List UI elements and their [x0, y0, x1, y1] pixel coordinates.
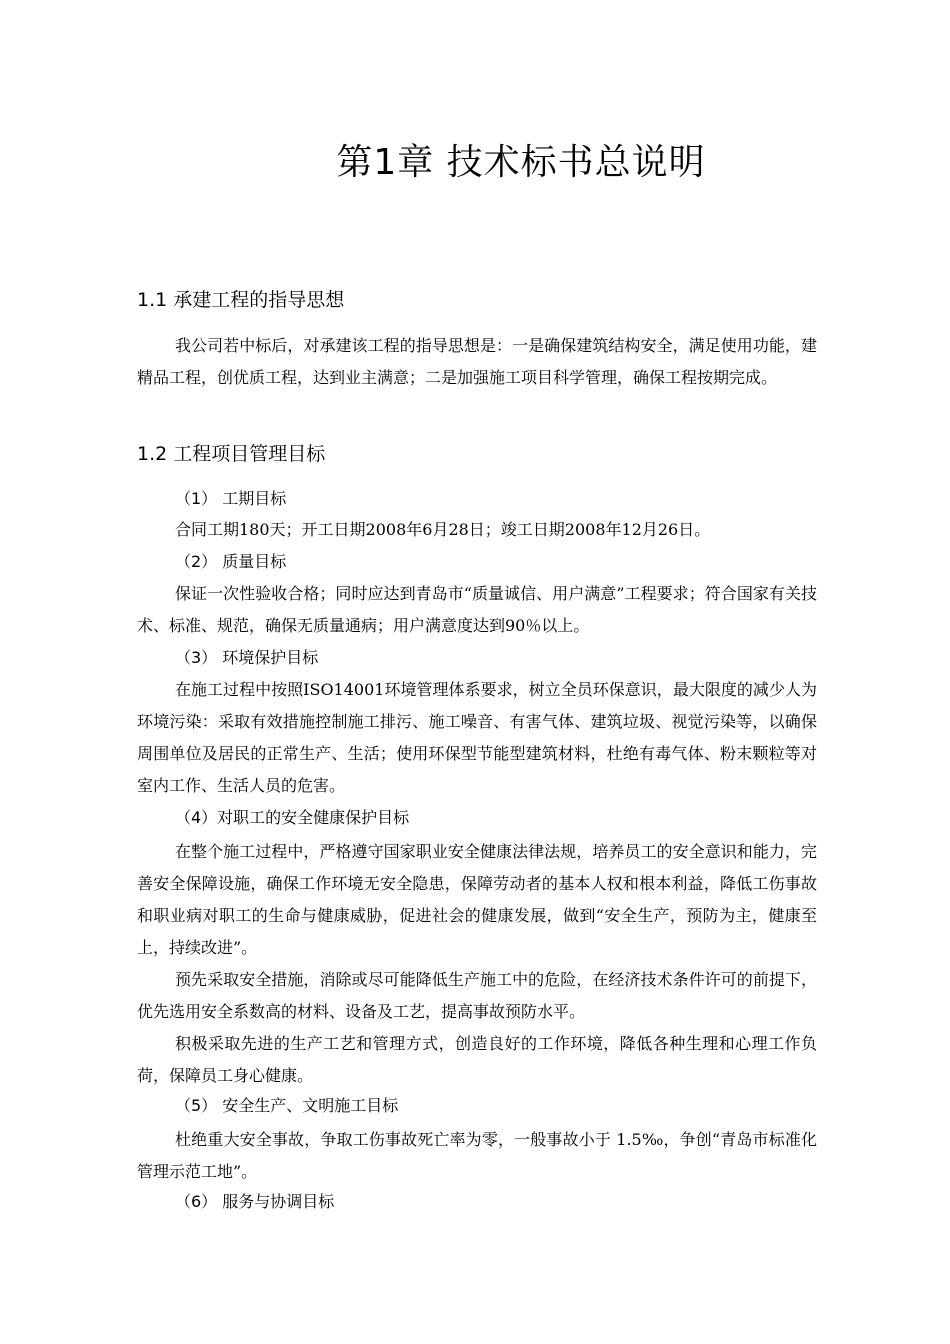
goal-4-paragraph-1: 在整个施工过程中，严格遵守国家职业安全健康法律法规，培养员工的安全意识和能力，完善安全保障设施，确保工作环境无安全隐患，保障劳动者的基本人权和根本利益，降低工伤事故和职业病对职工的生命与健康威胁，促进社会的健康发展，做到“安全生产，预防为主，健康至上，持续改进”。 — [137, 842, 817, 957]
section-heading-1-2: 1.2 工程项目管理目标 — [137, 443, 326, 465]
goal-4-paragraph-3: 积极采取先进的生产工艺和管理方式，创造良好的工作环境，降低各种生理和心理工作负荷，保障员工身心健康。 — [137, 1034, 817, 1085]
goal-1-paragraph: 合同工期180天；开工日期2008年6月28日；竣工日期2008年12月26日。 — [175, 520, 711, 539]
goal-4-paragraph-2: 预先采取安全措施，消除或尽可能降低生产施工中的危险，在经济技术条件许可的前提下，优先选用安全系数高的材料、设备及工艺，提高事故预防水平。 — [137, 970, 817, 1021]
goal-6-heading: （6） 服务与协调目标 — [175, 1192, 335, 1211]
goal-5-paragraph: 杜绝重大安全事故，争取工伤事故死亡率为零，一般事故小于 1.5‰，争创“青岛市标准化管理示范工地”。 — [137, 1130, 817, 1181]
section-heading-1-1: 1.1 承建工程的指导思想 — [137, 289, 345, 311]
goal-4-heading: （4）对职工的安全健康保护目标 — [175, 808, 410, 827]
goal-5-heading: （5） 安全生产、文明施工目标 — [175, 1096, 399, 1115]
goal-3-heading: （3） 环境保护目标 — [175, 648, 319, 667]
goal-2-paragraph: 保证一次性验收合格；同时应达到青岛市“质量诚信、用户满意”工程要求；符合国家有关技术、标准、规范，确保无质量通病；用户满意度达到90％以上。 — [137, 584, 817, 635]
section-1-1-paragraph: 我公司若中标后，对承建该工程的指导思想是：一是确保建筑结构安全，满足使用功能，建精品工程，创优质工程，达到业主满意；二是加强施工项目科学管理，确保工程按期完成。 — [137, 336, 817, 387]
goal-1-heading: （1） 工期目标 — [175, 489, 287, 508]
goal-2-heading: （2） 质量目标 — [175, 552, 287, 571]
chapter-title: 第1章 技术标书总说明 — [336, 142, 706, 183]
goal-3-paragraph: 在施工过程中按照ISO14001环境管理体系要求，树立全员环保意识，最大限度的减少人为环境污染：采取有效措施控制施工排污、施工噪音、有害气体、建筑垃圾、视觉污染等，以确保周围单位及居民的正常生产、生活；使用环保型节能型建筑材料，杜绝有毒气体、粉末颗粒等对室内工作、生活人员的危害。 — [137, 680, 817, 795]
